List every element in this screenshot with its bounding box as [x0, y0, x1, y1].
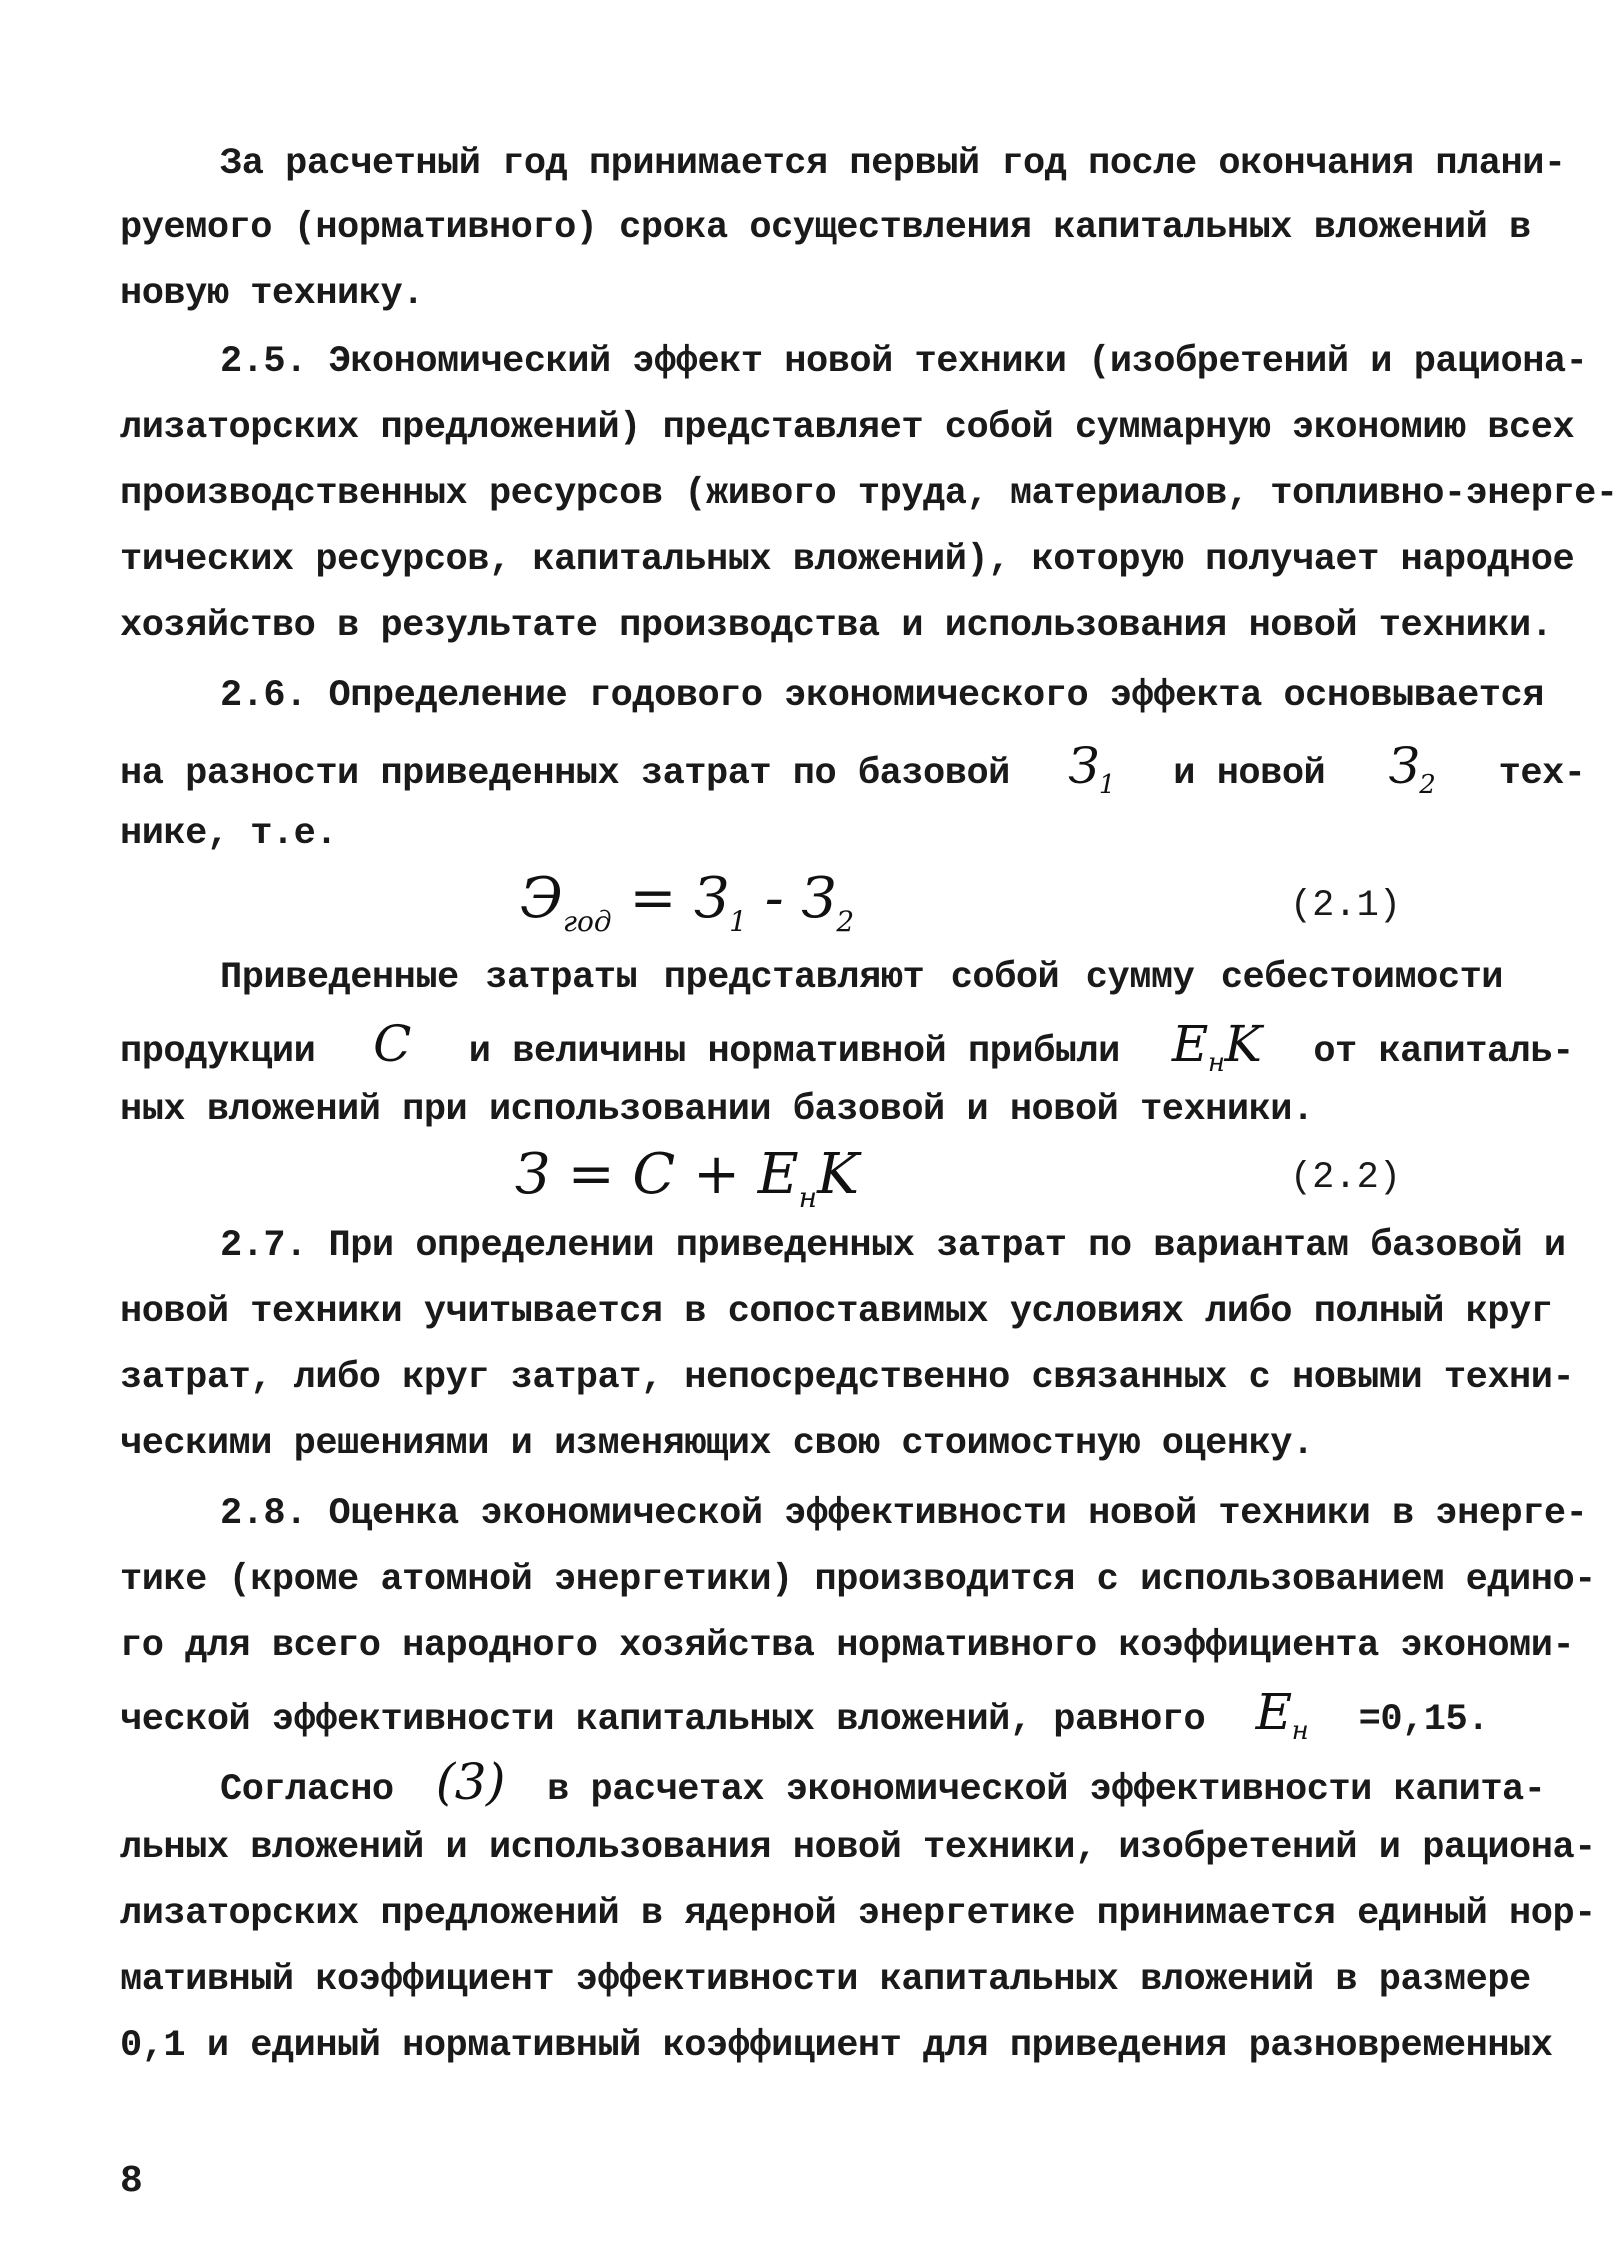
- text-fragment: в расчетах экономической эффективности капита-: [547, 1769, 1546, 1811]
- text-fragment: на разности приведенных затрат по базовой: [120, 753, 1010, 795]
- reference-mark: (3): [435, 1753, 506, 1811]
- text-line-14: ных вложений при использовании базовой и новой техники.: [120, 1089, 1314, 1131]
- text-line-10: [120, 737, 1586, 811]
- text-line-1: За расчетный год принимается первый год после окончания плани-: [220, 143, 1566, 185]
- text-line-7: тических ресурсов, капитальных вложений), которую получает народное: [120, 539, 1575, 581]
- symbol-en-k: $E_нK$: [1171, 1015, 1262, 1078]
- text-line-6: производственных ресурсов (живого труда, материалов, топливно-энерге-: [120, 473, 1618, 515]
- text-fragment: =0,15.: [1358, 1699, 1489, 1741]
- text-line-11: нике, т.е.: [120, 813, 338, 855]
- text-line-13: [120, 1015, 1574, 1089]
- text-line-17: затрат, либо круг затрат, непосредственно связанных с новыми техни-: [120, 1357, 1575, 1399]
- page-number: 8: [120, 2160, 143, 2203]
- text-fragment: продукции: [120, 1031, 316, 1073]
- text-line-5: лизаторских предложений) представляет собой суммарную экономию всех: [120, 407, 1575, 449]
- text-fragment: от капиталь-: [1313, 1031, 1574, 1073]
- text-fragment: тех-: [1498, 753, 1586, 795]
- text-fragment: и новой: [1173, 753, 1326, 795]
- text-line-20: тике (кроме атомной энергетики) производится с использованием едино-: [120, 1559, 1596, 1601]
- text-line-27: 0,1 и единый нормативный коэффициент для приведения разновременных: [120, 2025, 1553, 2067]
- equation-2-1: $Э_{год} = З_1 - З_2$: [520, 866, 855, 938]
- text-line-22: [120, 1683, 1503, 1757]
- equation-number-2-2: (2.2): [1289, 1157, 1401, 1199]
- text-line-3: новую технику.: [120, 273, 424, 315]
- text-line-12: Приведенные затраты представляют собой сумму себестоимости: [220, 957, 1503, 999]
- symbol-z1: $З_1$: [1068, 737, 1115, 800]
- text-fragment: ческой эффективности капитальных вложений, равного: [120, 1699, 1206, 1741]
- text-line-18: ческими решениями и изменяющих свою стоимостную оценку.: [120, 1423, 1314, 1465]
- text-line-23: [220, 1753, 1546, 1816]
- text-fragment: Согласно: [220, 1769, 394, 1811]
- text-line-8: хозяйство в результате производства и использования новой техники.: [120, 605, 1553, 647]
- text-line-21: го для всего народного хозяйства нормативного коэффициента экономи-: [120, 1625, 1575, 1667]
- text-line-25: лизаторских предложений в ядерной энергетике принимается единый нор-: [120, 1893, 1596, 1935]
- text-line-26: мативный коэффициент эффективности капитальных вложений в размере: [120, 1959, 1531, 2001]
- equation-2-2: $З = С + E_нK$: [515, 1142, 859, 1214]
- symbol-c: С: [373, 1015, 411, 1073]
- text-line-4: 2.5. Экономический эффект новой техники (изобретений и рациона-: [220, 341, 1588, 383]
- text-line-2: руемого (нормативного) срока осуществления капитальных вложений в: [120, 207, 1531, 249]
- text-line-19: 2.8. Оценка экономической эффективности новой техники в энерге-: [220, 1493, 1588, 1535]
- equation-number-2-1: (2.1): [1289, 885, 1401, 927]
- symbol-z2: $З_2$: [1388, 737, 1436, 800]
- text-line-9: 2.6. Определение годового экономического эффекта основывается: [220, 675, 1544, 717]
- text-fragment: и величины нормативной прибыли: [468, 1031, 1120, 1073]
- text-line-24: льных вложений и использования новой техники, изобретений и рациона-: [120, 1827, 1596, 1869]
- text-line-15: 2.7. При определении приведенных затрат по вариантам базовой и: [220, 1225, 1566, 1267]
- text-line-16: новой техники учитывается в сопоставимых условиях либо полный круг: [120, 1291, 1553, 1333]
- symbol-en: $E_н$: [1255, 1683, 1309, 1746]
